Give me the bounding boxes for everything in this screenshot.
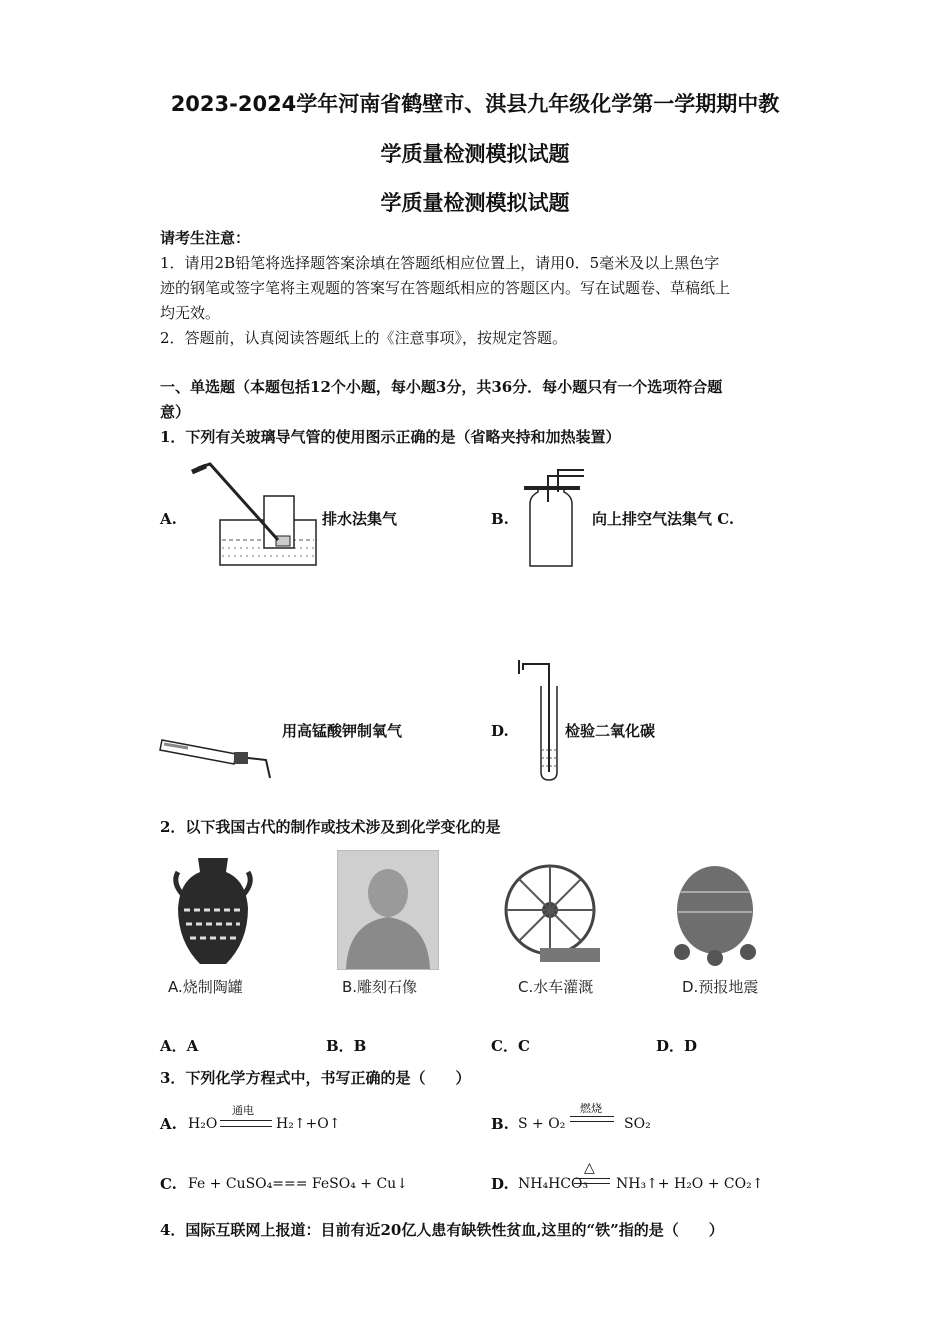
q3-d-equals-sign	[574, 1178, 610, 1184]
q3-d-condition: △	[584, 1160, 595, 1176]
q3-b-equals-sign	[570, 1116, 614, 1122]
page-title-line1: 2023-2024学年河南省鹤壁市、淇县九年级化学第一学期期中教	[170, 92, 780, 116]
q3-c-equation: Fe + CuSO₄=== FeSO₄ + Cu↓	[188, 1176, 408, 1192]
q3-d-left: NH₄HCO₃	[518, 1176, 589, 1192]
q3-a-condition: 通电	[232, 1104, 254, 1117]
seismograph-photo	[660, 852, 770, 970]
co2-test-diagram	[515, 660, 565, 785]
notice-item1-line3: 均无效。	[160, 304, 221, 322]
q3-option-a-label: A.	[160, 1115, 177, 1133]
q1-option-d-label: D.	[491, 722, 509, 740]
q2-stem: 2．以下我国古代的制作或技术涉及到化学变化的是	[160, 818, 501, 836]
q3-b-left: S + O₂	[518, 1116, 566, 1132]
notice-item1-line1: 1．请用2B铅笔将选择题答案涂填在答题纸相应位置上，请用0．5毫米及以上黑色字	[160, 254, 720, 272]
pottery-jar-photo	[168, 852, 258, 970]
q3-b-condition: 燃烧	[580, 1102, 602, 1115]
waterwheel-photo	[500, 852, 610, 970]
kmno4-heating-diagram	[158, 734, 278, 784]
q3-a-left: H₂O	[188, 1116, 218, 1132]
q3-b-right: SO₂	[624, 1116, 651, 1132]
q2-caption-b: B.雕刻石像	[342, 978, 418, 996]
notice-heading: 请考生注意：	[160, 229, 251, 247]
q2-option-d: D．D	[656, 1037, 698, 1055]
q2-option-b: B．B	[326, 1037, 367, 1055]
q3-option-b-label: B.	[491, 1115, 509, 1133]
q4-stem: 4．国际互联网上报道：目前有近20亿人患有缺铁性贫血,这里的“铁”指的是（ ）	[160, 1221, 724, 1239]
q1-stem: 1．下列有关玻璃导气管的使用图示正确的是（省略夹持和加热装置）	[160, 428, 621, 446]
section1-line1: 一、单选题（本题包括12个小题，每小题3分，共36分．每小题只有一个选项符合题	[160, 378, 723, 396]
notice-item1-line2: 迹的钢笔或签字笔将主观题的答案写在答题纸相应的答题区内。写在试题卷、草稿纸上	[160, 279, 731, 297]
q3-option-c-label: C.	[160, 1175, 177, 1193]
q3-stem: 3．下列化学方程式中，书写正确的是（ ）	[160, 1069, 471, 1087]
q2-caption-a: A.烧制陶罐	[168, 978, 243, 996]
q1-option-a-label: A.	[160, 510, 177, 528]
q2-option-c: C．C	[491, 1037, 530, 1055]
q2-option-a: A．A	[160, 1037, 199, 1055]
section1-line2: 意）	[160, 403, 191, 421]
stone-statue-photo	[337, 850, 439, 970]
notice-item2: 2．答题前，认真阅读答题纸上的《注意事项》，按规定答题。	[160, 329, 568, 347]
q2-caption-d: D.预报地震	[682, 978, 759, 996]
water-displacement-diagram	[188, 460, 318, 570]
q1-option-d-text: 检验二氧化碳	[565, 722, 656, 740]
upward-air-collection-diagram	[518, 462, 588, 572]
q3-a-right: H₂↑+O↑	[276, 1116, 341, 1132]
page-title-line2: 学质量检测模拟试题	[380, 142, 570, 166]
q2-caption-c: C.水车灌溉	[518, 978, 594, 996]
q3-d-right: NH₃↑+ H₂O + CO₂↑	[616, 1176, 764, 1192]
q1-option-b-text: 向上排空气法集气 C.	[592, 510, 735, 528]
q3-a-equals-sign	[220, 1120, 272, 1127]
q1-option-a-text: 排水法集气	[322, 510, 398, 528]
q1-option-c-text: 用高锰酸钾制氧气	[282, 722, 403, 740]
page-title-line3: 学质量检测模拟试题	[380, 191, 570, 215]
q3-option-d-label: D.	[491, 1175, 509, 1193]
q1-option-b-label: B.	[491, 510, 509, 528]
